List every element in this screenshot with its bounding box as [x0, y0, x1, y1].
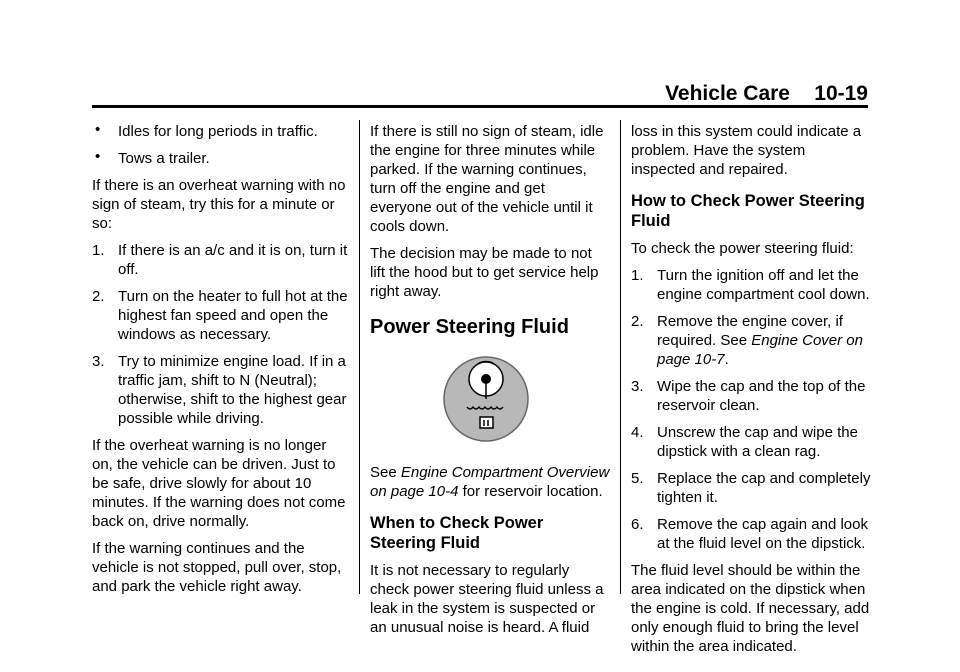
column-2 — [370, 122, 610, 645]
subsection-title: When to Check Power Steering Fluid — [370, 514, 544, 552]
list-item: 5. Replace the cap and completely tighten it. — [631, 470, 871, 506]
page-reference-link: Engine Cover on page 10-7 — [657, 332, 863, 368]
list-item: 2. Remove the engine cover, if required. See Engine Cover on page 10-7. — [631, 313, 863, 368]
column-divider-1 — [359, 120, 360, 594]
paragraph: See Engine Compartment Overview on page 10-4 for reservoir location. — [370, 464, 610, 500]
section-title: Power Steering Fluid — [370, 316, 569, 338]
paragraph: The fluid level should be within the area indicated on the dipstick when the engine is cold. If necessary, add only enough fluid to bring the level within the area indicated. — [631, 562, 870, 655]
list-item: 1. If there is an a/c and it is on, turn it off. — [92, 242, 348, 278]
page-reference-link: Engine Compartment Overview on page 10-4 — [370, 464, 610, 500]
list-item: 4. Unscrew the cap and wipe the dipstick with a clean rag. — [631, 424, 858, 460]
list-item: 6. Remove the cap again and look at the fluid level on the dipstick. — [631, 516, 868, 552]
list-item: 2. Turn on the heater to full hot at the highest fan speed and open the windows as necessary. — [92, 288, 348, 343]
page-number: 10-19 — [814, 82, 868, 105]
column-divider-2 — [620, 120, 621, 594]
power-steering-fluid-cap-icon — [442, 355, 530, 443]
header-rule — [92, 105, 868, 108]
bullet-icon: • — [95, 121, 101, 138]
paragraph: It is not necessary to regularly check power steering fluid unless a leak in the system is suspected or an unusual noise is heard. A fluid — [370, 562, 604, 636]
column-1 — [92, 122, 350, 604]
bullet-item: • Tows a trailer. — [95, 148, 210, 167]
paragraph: The decision may be made to not lift the hood but to get service help right away. — [370, 245, 599, 300]
list-item: 3. Try to minimize engine load. If in a traffic jam, shift to N (Neutral); otherwise, shift to the highest gear possible while driving. — [92, 353, 347, 427]
list-item: 1. Turn the ignition off and let the engine compartment cool down. — [631, 267, 870, 303]
paragraph: If the warning continues and the vehicle is not stopped, pull over, stop, and park the vehicle right away. — [92, 540, 342, 595]
paragraph: If the overheat warning is no longer on, the vehicle can be driven. Just to be safe, drive slowly for about 10 minutes. If the warning does not come back on, drive normally. — [92, 437, 346, 530]
paragraph: If there is an overheat warning with no sign of steam, try this for a minute or so: — [92, 177, 346, 232]
subsection-title: How to Check Power Steering Fluid — [631, 192, 865, 230]
list-item: 3. Wipe the cap and the top of the reservoir clean. — [631, 378, 866, 414]
paragraph: If there is still no sign of steam, idle the engine for three minutes while parked. If the warning continues, turn off the engine and get everyone out of the vehicle until it cools down. — [370, 123, 604, 235]
bullet-icon: • — [95, 148, 101, 165]
bullet-item: • Idles for long periods in traffic. — [95, 121, 318, 140]
paragraph: loss in this system could indicate a problem. Have the system inspected and repaired. — [631, 123, 862, 178]
header-title: Vehicle Care — [665, 82, 790, 105]
column-3 — [631, 122, 871, 664]
paragraph: To check the power steering fluid: — [631, 240, 854, 257]
